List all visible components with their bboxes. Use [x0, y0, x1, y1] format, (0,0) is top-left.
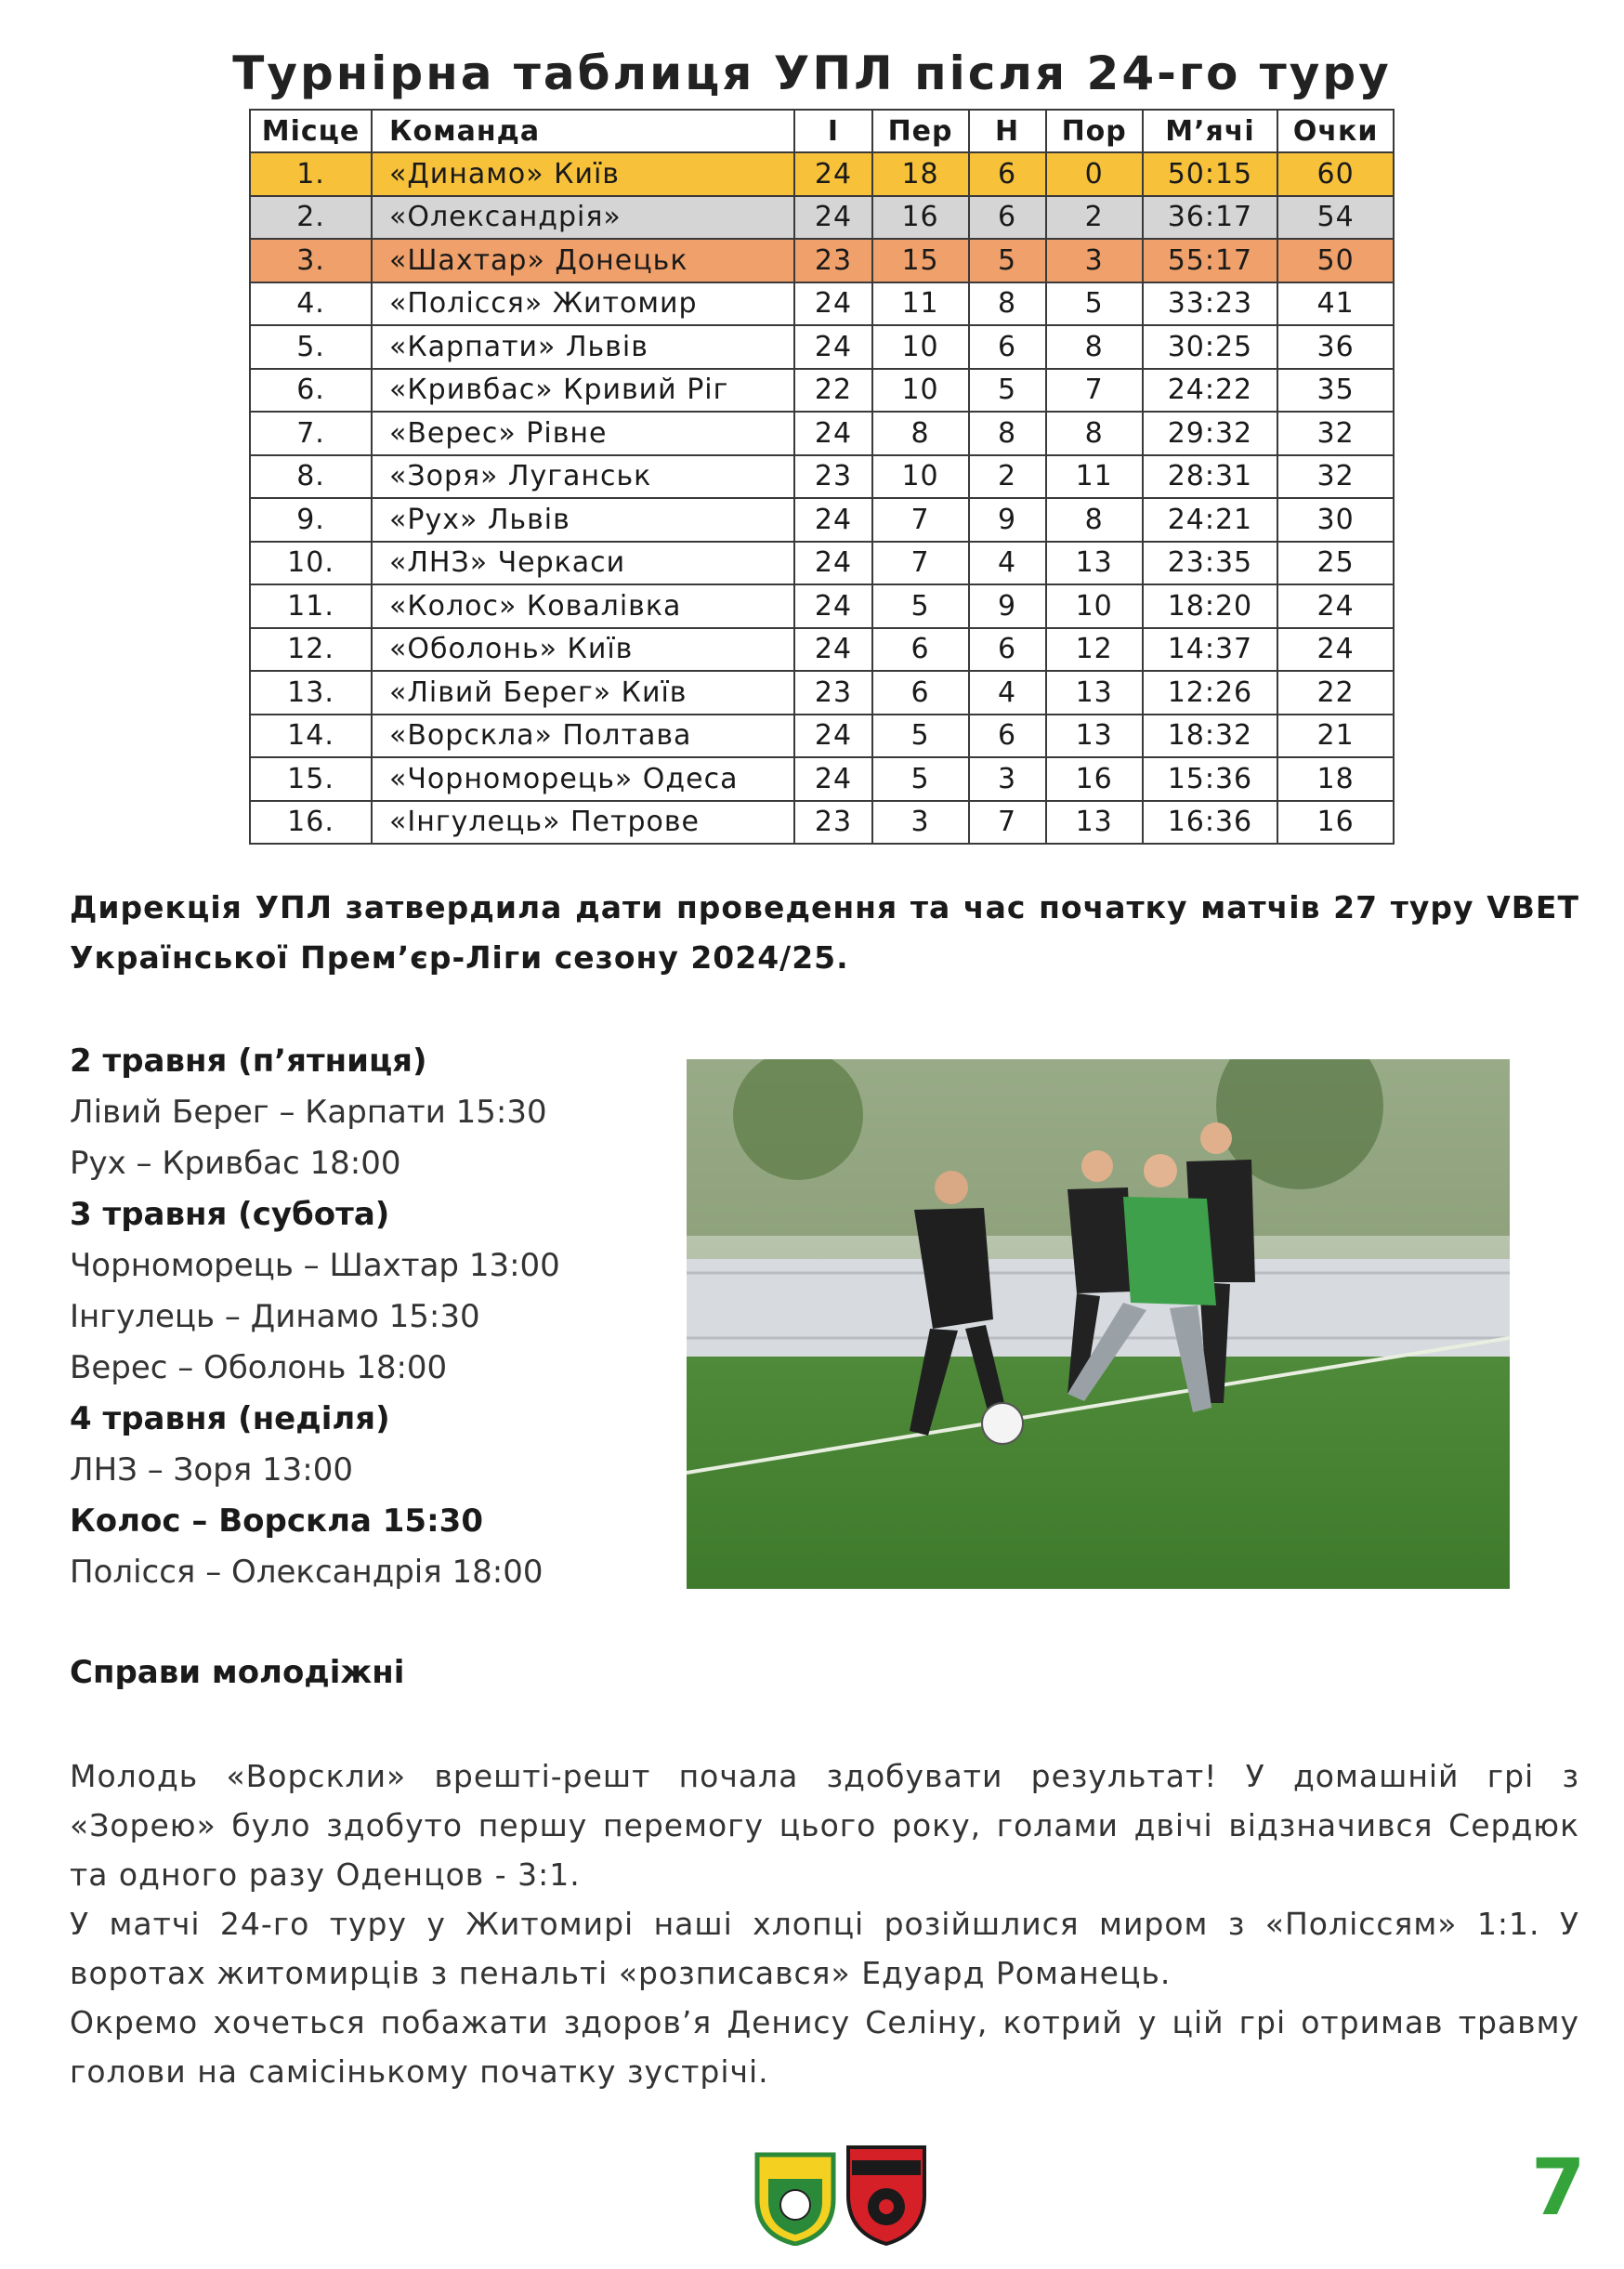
cell-games: 24	[794, 757, 871, 801]
cell-place: 11.	[250, 584, 372, 628]
table-row	[250, 282, 1394, 326]
cell-place: 15.	[250, 757, 372, 801]
cell-team: «Інгулець» Петрове	[372, 801, 794, 845]
schedule-heading: 2 травня (п’ятниця)	[70, 1043, 427, 1080]
table-row	[250, 671, 1394, 715]
cell-losses: 13	[1046, 801, 1143, 845]
cell-losses: 5	[1046, 282, 1143, 326]
cell-games: 24	[794, 196, 871, 240]
cell-wins: 16	[872, 196, 969, 240]
col-header-draws: Н	[969, 110, 1046, 152]
schedule-match: Чорноморець – Шахтар 13:00	[70, 1247, 560, 1284]
cell-losses: 12	[1046, 628, 1143, 672]
cell-draws: 8	[969, 282, 1046, 326]
cell-draws: 3	[969, 757, 1046, 801]
cell-games: 24	[794, 542, 871, 585]
cell-place: 3.	[250, 239, 372, 282]
cell-team: «Верес» Рівне	[372, 412, 794, 455]
match-photo	[687, 1059, 1510, 1589]
table-row	[250, 239, 1394, 282]
cell-losses: 16	[1046, 757, 1143, 801]
col-header-games: І	[794, 110, 871, 152]
schedule-match: Полісся – Олександрія 18:00	[70, 1554, 544, 1591]
cell-goals: 24:22	[1143, 369, 1278, 413]
cell-losses: 8	[1046, 325, 1143, 369]
cell-goals: 12:26	[1143, 671, 1278, 715]
cell-losses: 8	[1046, 498, 1143, 542]
cell-place: 7.	[250, 412, 372, 455]
match-schedule	[70, 1036, 664, 1598]
cell-place: 13.	[250, 671, 372, 715]
cell-wins: 10	[872, 455, 969, 499]
cell-place: 16.	[250, 801, 372, 845]
table-row	[250, 584, 1394, 628]
cell-losses: 10	[1046, 584, 1143, 628]
cell-goals: 18:32	[1143, 715, 1278, 758]
cell-place: 12.	[250, 628, 372, 672]
youth-paragraph: Окремо хочеться побажати здоров’я Денису Селіну, котрий у цій грі отримав травму голови на самісінькому початку зустрічі.	[70, 2004, 1579, 2090]
cell-points: 41	[1277, 282, 1394, 326]
cell-wins: 15	[872, 239, 969, 282]
cell-losses: 13	[1046, 671, 1143, 715]
cell-draws: 6	[969, 628, 1046, 672]
cell-wins: 5	[872, 715, 969, 758]
cell-team: «Олександрія»	[372, 196, 794, 240]
cell-place: 1.	[250, 152, 372, 196]
cell-team: «Чорноморець» Одеса	[372, 757, 794, 801]
cell-draws: 6	[969, 152, 1046, 196]
cell-goals: 50:15	[1143, 152, 1278, 196]
cell-games: 24	[794, 152, 871, 196]
schedule-match: Інгулець – Динамо 15:30	[70, 1298, 480, 1335]
cell-points: 16	[1277, 801, 1394, 845]
cell-wins: 7	[872, 542, 969, 585]
cell-games: 24	[794, 715, 871, 758]
cell-points: 25	[1277, 542, 1394, 585]
table-row	[250, 196, 1394, 240]
cell-points: 22	[1277, 671, 1394, 715]
youth-section-body	[70, 1751, 1579, 2096]
cell-points: 24	[1277, 584, 1394, 628]
cell-goals: 36:17	[1143, 196, 1278, 240]
schedule-heading: 3 травня (субота)	[70, 1196, 390, 1233]
cell-losses: 8	[1046, 412, 1143, 455]
youth-paragraph: У матчі 24-го туру у Житомирі наші хлопці розійшлися миром з «Поліссям» 1:1. У воротах житомирців з пенальті «розписався» Едуард Романець.	[70, 1906, 1579, 1991]
cell-wins: 10	[872, 325, 969, 369]
cell-points: 50	[1277, 239, 1394, 282]
cell-place: 6.	[250, 369, 372, 413]
cell-place: 9.	[250, 498, 372, 542]
cell-team: «Рух» Львів	[372, 498, 794, 542]
cell-wins: 6	[872, 628, 969, 672]
table-row	[250, 369, 1394, 413]
cell-draws: 6	[969, 196, 1046, 240]
cell-team: «Шахтар» Донецьк	[372, 239, 794, 282]
cell-team: «Полісся» Житомир	[372, 282, 794, 326]
intro-paragraph: Дирекція УПЛ затвердила дати проведення та час початку матчів 27 туру VBET Української Прем’єр-Ліги сезону 2024/25.	[70, 889, 1579, 976]
cell-team: «Лівий Берег» Київ	[372, 671, 794, 715]
cell-goals: 16:36	[1143, 801, 1278, 845]
cell-draws: 7	[969, 801, 1046, 845]
cell-draws: 9	[969, 498, 1046, 542]
table-row	[250, 757, 1394, 801]
cell-wins: 8	[872, 412, 969, 455]
vorskla-logo	[757, 2155, 833, 2244]
cell-points: 21	[1277, 715, 1394, 758]
table-row	[250, 455, 1394, 499]
cell-points: 32	[1277, 455, 1394, 499]
cell-losses: 0	[1046, 152, 1143, 196]
cell-wins: 11	[872, 282, 969, 326]
table-row	[250, 325, 1394, 369]
cell-team: «Ворскла» Полтава	[372, 715, 794, 758]
cell-draws: 2	[969, 455, 1046, 499]
cell-points: 30	[1277, 498, 1394, 542]
cell-games: 23	[794, 801, 871, 845]
cell-points: 18	[1277, 757, 1394, 801]
table-row	[250, 628, 1394, 672]
cell-games: 24	[794, 498, 871, 542]
page-number: 7	[1531, 2142, 1586, 2233]
cell-points: 24	[1277, 628, 1394, 672]
cell-points: 36	[1277, 325, 1394, 369]
cell-points: 32	[1277, 412, 1394, 455]
cell-team: «Карпати» Львів	[372, 325, 794, 369]
table-row	[250, 542, 1394, 585]
page-title: Турнірна таблиця УПЛ після 24-го туру	[232, 46, 1392, 100]
col-header-wins: Пер	[872, 110, 969, 152]
col-header-goals: М’ячі	[1143, 110, 1278, 152]
cell-games: 24	[794, 584, 871, 628]
schedule-match: Верес – Оболонь 18:00	[70, 1349, 448, 1386]
cell-goals: 29:32	[1143, 412, 1278, 455]
cell-wins: 3	[872, 801, 969, 845]
cell-wins: 7	[872, 498, 969, 542]
table-row	[250, 801, 1394, 845]
cell-points: 54	[1277, 196, 1394, 240]
cell-goals: 24:21	[1143, 498, 1278, 542]
cell-games: 24	[794, 325, 871, 369]
cell-goals: 14:37	[1143, 628, 1278, 672]
cell-draws: 4	[969, 542, 1046, 585]
schedule-match: Лівий Берег – Карпати 15:30	[70, 1094, 547, 1131]
cell-place: 14.	[250, 715, 372, 758]
veres-logo	[848, 2147, 924, 2244]
cell-losses: 13	[1046, 715, 1143, 758]
col-header-points: Очки	[1277, 110, 1394, 152]
cell-place: 8.	[250, 455, 372, 499]
cell-games: 22	[794, 369, 871, 413]
schedule-heading: 4 травня (неділя)	[70, 1400, 390, 1437]
cell-draws: 6	[969, 715, 1046, 758]
cell-team: «Кривбас» Кривий Ріг	[372, 369, 794, 413]
club-logos	[748, 2142, 934, 2246]
cell-draws: 8	[969, 412, 1046, 455]
table-row	[250, 715, 1394, 758]
standings-body	[250, 152, 1394, 844]
table-row	[250, 498, 1394, 542]
cell-games: 23	[794, 671, 871, 715]
cell-points: 35	[1277, 369, 1394, 413]
cell-goals: 55:17	[1143, 239, 1278, 282]
schedule-match: ЛНЗ – Зоря 13:00	[70, 1451, 353, 1489]
cell-games: 24	[794, 628, 871, 672]
cell-draws: 9	[969, 584, 1046, 628]
cell-draws: 4	[969, 671, 1046, 715]
cell-team: «Колос» Ковалівка	[372, 584, 794, 628]
cell-games: 24	[794, 412, 871, 455]
cell-place: 5.	[250, 325, 372, 369]
col-header-team: Команда	[372, 110, 794, 152]
cell-team: «Зоря» Луганськ	[372, 455, 794, 499]
cell-goals: 23:35	[1143, 542, 1278, 585]
cell-goals: 18:20	[1143, 584, 1278, 628]
table-row	[250, 412, 1394, 455]
cell-place: 4.	[250, 282, 372, 326]
youth-paragraph: Молодь «Ворскли» врешті-решт почала здобувати результат! У домашній грі з «Зорею» було здобуто першу перемогу цього року, голами двічі відзначився Сердюк та одного разу Оденцов - 3:1.	[70, 1758, 1579, 1893]
table-row	[250, 152, 1394, 196]
cell-wins: 10	[872, 369, 969, 413]
cell-draws: 5	[969, 369, 1046, 413]
cell-team: «Оболонь» Київ	[372, 628, 794, 672]
cell-goals: 33:23	[1143, 282, 1278, 326]
cell-losses: 11	[1046, 455, 1143, 499]
cell-points: 60	[1277, 152, 1394, 196]
cell-goals: 30:25	[1143, 325, 1278, 369]
cell-wins: 5	[872, 757, 969, 801]
cell-losses: 7	[1046, 369, 1143, 413]
cell-place: 2.	[250, 196, 372, 240]
col-header-losses: Пор	[1046, 110, 1143, 152]
cell-wins: 5	[872, 584, 969, 628]
cell-team: «Динамо» Київ	[372, 152, 794, 196]
cell-games: 24	[794, 282, 871, 326]
cell-draws: 5	[969, 239, 1046, 282]
cell-games: 23	[794, 455, 871, 499]
cell-goals: 15:36	[1143, 757, 1278, 801]
standings-table	[249, 109, 1395, 845]
cell-place: 10.	[250, 542, 372, 585]
cell-wins: 6	[872, 671, 969, 715]
cell-games: 23	[794, 239, 871, 282]
schedule-heading: Колос – Ворскла 15:30	[70, 1502, 483, 1540]
cell-losses: 2	[1046, 196, 1143, 240]
standings-header-row	[250, 110, 1394, 152]
cell-team: «ЛНЗ» Черкаси	[372, 542, 794, 585]
col-header-place: Місце	[250, 110, 372, 152]
cell-draws: 6	[969, 325, 1046, 369]
cell-losses: 3	[1046, 239, 1143, 282]
youth-section-title: Справи молодіжні	[70, 1654, 405, 1691]
cell-losses: 13	[1046, 542, 1143, 585]
schedule-match: Рух – Кривбас 18:00	[70, 1145, 401, 1182]
cell-wins: 18	[872, 152, 969, 196]
cell-goals: 28:31	[1143, 455, 1278, 499]
